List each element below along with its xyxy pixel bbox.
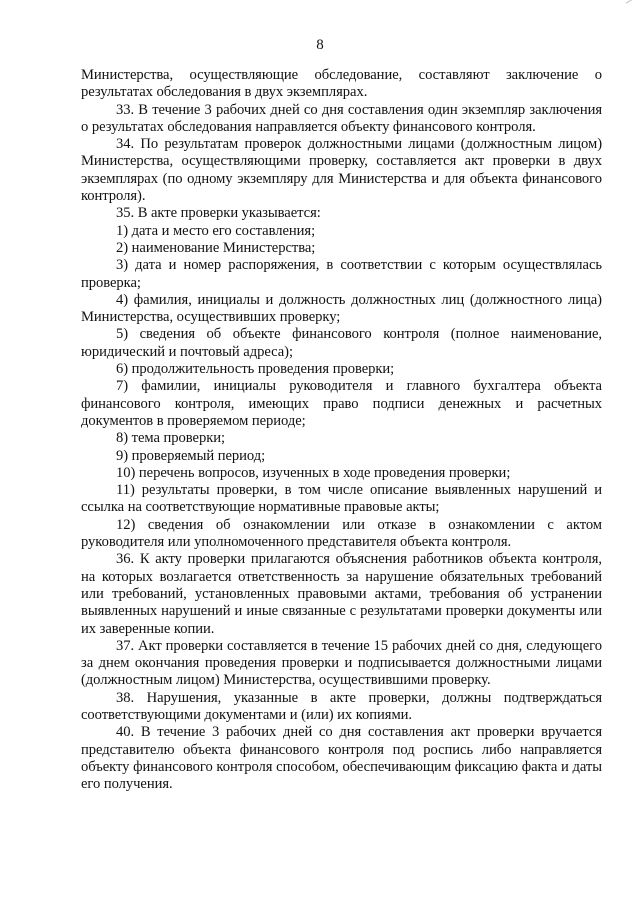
paragraph-p35-12: 12) сведения об ознакомлении или отказе в ознакомлении с актом руководителя или уполномоченного представителя объекта контроля. (81, 516, 602, 551)
paragraph-p35-5: 5) сведения об объекте финансового контроля (полное наименование, юридический и почтовый адреса); (81, 326, 602, 360)
paragraph-p35-8: 8) тема проверки; (116, 430, 226, 447)
paragraph-p35-1: 1) дата и место его составления; (116, 222, 316, 239)
paragraph-p34: 34. По результатам проверок должностными лицами (должностным лицом) Министерства, осуществляющими проверку, составляется акт проверки в двух экземплярах (по одному экземпляру для Министерства и для объекта финансового контроля). (81, 136, 602, 205)
paragraph-p35: 35. В акте проверки указывается: (116, 205, 321, 222)
document-body (81, 67, 602, 793)
paragraph-p-cont: Министерства, осуществляющие обследование, составляют заключение о результатах обследования в двух экземплярах. (81, 67, 602, 101)
scan-mark (626, 0, 637, 6)
paragraph-p35-7: 7) фамилии, инициалы руководителя и главного бухгалтера объекта финансового контроля, имеющих право подписи денежных и расчетных документов в проверяемом периоде; (81, 378, 602, 429)
paragraph-p33: 33. В течение 3 рабочих дней со дня составления один экземпляр заключения о результатах обследования направляется объекту финансового контроля. (81, 101, 602, 135)
paragraph-p38: 38. Нарушения, указанные в акте проверки, должны подтверждаться соответствующими документами и (или) их копиями. (81, 689, 602, 723)
paragraph-p40: 40. В течение 3 рабочих дней со дня составления акт проверки вручается представителю объекта финансового контроля под роспись либо направляется объекту финансового контроля способом, обеспечивающим фиксацию факта и даты его получения. (81, 724, 602, 793)
paragraph-p35-9: 9) проверяемый период; (116, 447, 266, 464)
paragraph-p35-2: 2) наименование Министерства; (116, 239, 316, 256)
paragraph-p35-10: 10) перечень вопросов, изученных в ходе проведения проверки; (116, 464, 511, 481)
paragraph-p35-4: 4) фамилия, инициалы и должность должностных лиц (должностного лица) Министерства, осуществивших проверку; (81, 291, 602, 326)
page-number: 8 (316, 37, 324, 53)
paragraph-p36: 36. К акту проверки прилагаются объяснения работников объекта контроля, на которых возлагается ответственность за нарушение обязательных требований или требований, установленных правовыми актами, требования об устранении выявленных нарушений и иные связанные с результатами проверки документы или их заверенные копии. (81, 551, 602, 637)
paragraph-p37: 37. Акт проверки составляется в течение 15 рабочих дней со дня, следующего за днем окончания проведения проверки и подписывается должностными лицами (должностным лицом) Министерства, осуществившими проверку. (81, 637, 602, 689)
paragraph-p35-6: 6) продолжительность проведения проверки; (116, 361, 395, 378)
paragraph-p35-3: 3) дата и номер распоряжения, в соответствии с которым осуществлялась проверка; (81, 257, 602, 291)
paragraph-p35-11: 11) результаты проверки, в том числе описание выявленных нарушений и ссылка на соответствующие нормативные правовые акты; (81, 482, 602, 516)
